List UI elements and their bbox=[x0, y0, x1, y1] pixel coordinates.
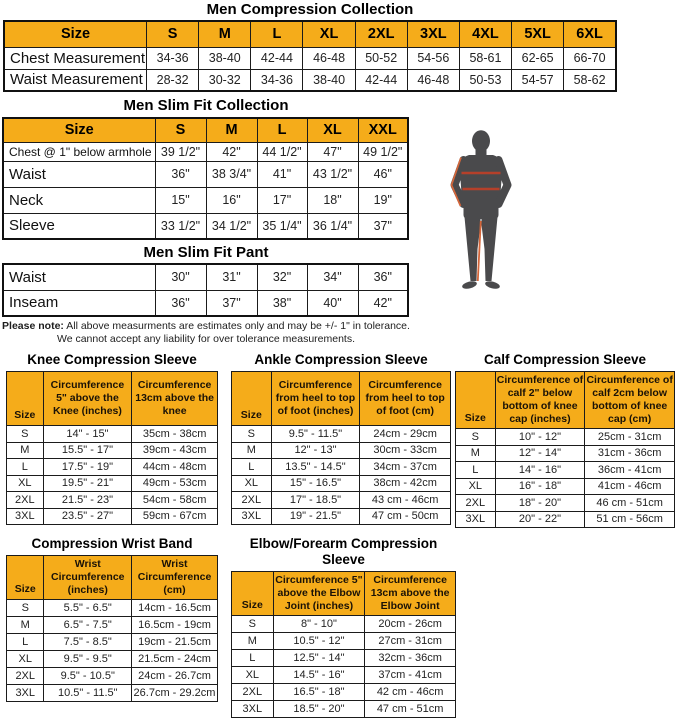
value-cell: 39 1/2" bbox=[155, 142, 206, 161]
value-cell: 10" - 12" bbox=[495, 429, 585, 446]
value-cell: 66-70 bbox=[564, 47, 616, 69]
value-cell: 37" bbox=[206, 290, 257, 316]
wrist-band-title: Compression Wrist Band bbox=[31, 536, 193, 551]
value-cell: 14" - 15" bbox=[43, 426, 132, 443]
value-cell: 24cm - 29cm bbox=[360, 426, 451, 443]
value-cell: 17" bbox=[257, 187, 307, 213]
value-cell: 14cm - 16.5cm bbox=[132, 600, 218, 617]
value-cell: 42-44 bbox=[251, 47, 303, 69]
value-cell: 37" bbox=[358, 213, 408, 239]
value-cell: 31cm - 36cm bbox=[585, 445, 675, 462]
male-silhouette-figure bbox=[446, 129, 516, 346]
value-cell: 19" bbox=[358, 187, 408, 213]
column-header: 5XL bbox=[512, 21, 564, 47]
size-cell: 3XL bbox=[456, 511, 496, 528]
size-cell: XL bbox=[7, 475, 44, 492]
value-cell: 62-65 bbox=[512, 47, 564, 69]
male-silhouette-svg bbox=[446, 129, 516, 307]
table-row bbox=[232, 475, 451, 492]
column-header: S bbox=[155, 118, 206, 142]
size-cell: L bbox=[7, 634, 44, 651]
row-label: Waist bbox=[3, 264, 155, 290]
table-row bbox=[456, 462, 675, 479]
value-cell: 34 1/2" bbox=[206, 213, 257, 239]
size-cell: XL bbox=[7, 651, 44, 668]
header-row bbox=[3, 118, 408, 142]
men-slim-fit-pant-title: Men Slim Fit Pant bbox=[143, 244, 269, 261]
value-cell: 46 cm - 51cm bbox=[585, 495, 675, 512]
value-cell: 19.5" - 21" bbox=[43, 475, 132, 492]
table-row bbox=[232, 701, 456, 718]
table-row bbox=[232, 616, 456, 633]
table-row bbox=[4, 69, 616, 91]
slim-fit-tables-column bbox=[2, 97, 410, 346]
column-header: Circumference 13cm above the knee bbox=[132, 372, 218, 426]
size-cell: M bbox=[456, 445, 496, 462]
size-column-header: Size bbox=[456, 372, 496, 429]
value-cell: 41cm - 46cm bbox=[585, 478, 675, 495]
value-cell: 19cm - 21.5cm bbox=[132, 634, 218, 651]
value-cell: 8" - 10" bbox=[273, 616, 365, 633]
table-row bbox=[232, 492, 451, 509]
value-cell: 10.5" - 12" bbox=[273, 633, 365, 650]
value-cell: 38-40 bbox=[303, 69, 355, 91]
table-row bbox=[7, 600, 218, 617]
elbow-sleeve-section bbox=[231, 536, 456, 718]
calf-sleeve-section bbox=[455, 352, 675, 528]
row-label: Neck bbox=[3, 187, 155, 213]
value-cell: 12" - 14" bbox=[495, 445, 585, 462]
value-cell: 36 1/4" bbox=[307, 213, 358, 239]
column-header: 6XL bbox=[564, 21, 616, 47]
value-cell: 25cm - 31cm bbox=[585, 429, 675, 446]
column-header: Wrist Circumference (cm) bbox=[132, 556, 218, 600]
value-cell: 36" bbox=[155, 161, 206, 187]
value-cell: 17" - 18.5" bbox=[271, 492, 360, 509]
value-cell: 35cm - 38cm bbox=[132, 426, 218, 443]
value-cell: 50-52 bbox=[355, 47, 407, 69]
men-slim-fit-collection-table bbox=[2, 117, 409, 240]
column-header: Circumference from heel to top of foot (inches) bbox=[271, 372, 360, 426]
table-row bbox=[232, 650, 456, 667]
men-compression-collection-table bbox=[3, 20, 617, 92]
row-label: Inseam bbox=[3, 290, 155, 316]
value-cell: 38" bbox=[257, 290, 307, 316]
size-column-header: Size bbox=[232, 372, 272, 426]
row-label: Chest @ 1" below armhole bbox=[3, 142, 155, 161]
table-row bbox=[3, 213, 408, 239]
ankle-sleeve-table bbox=[231, 371, 451, 525]
value-cell: 12" - 13" bbox=[271, 442, 360, 459]
size-column-header: Size bbox=[232, 572, 274, 616]
table-row bbox=[7, 668, 218, 685]
value-cell: 23.5" - 27" bbox=[43, 508, 132, 525]
value-cell: 37cm - 41cm bbox=[365, 667, 456, 684]
value-cell: 43 cm - 46cm bbox=[360, 492, 451, 509]
column-header: XL bbox=[303, 21, 355, 47]
size-cell: XL bbox=[232, 667, 274, 684]
header-row bbox=[232, 572, 456, 616]
size-cell: L bbox=[456, 462, 496, 479]
value-cell: 36" bbox=[358, 264, 408, 290]
value-cell: 49cm - 53cm bbox=[132, 475, 218, 492]
value-cell: 5.5" - 6.5" bbox=[44, 600, 132, 617]
column-header: XXL bbox=[358, 118, 408, 142]
value-cell: 47 cm - 50cm bbox=[360, 508, 451, 525]
value-cell: 10.5" - 11.5" bbox=[44, 685, 132, 702]
men-compression-collection-section bbox=[3, 1, 617, 92]
table-row bbox=[7, 651, 218, 668]
row-label: Chest Measurement bbox=[4, 47, 147, 69]
size-cell: 3XL bbox=[7, 508, 44, 525]
value-cell: 38cm - 42cm bbox=[360, 475, 451, 492]
value-cell: 13.5" - 14.5" bbox=[271, 459, 360, 476]
header-row bbox=[4, 21, 616, 47]
tolerance-note-text1: All above measurments are estimates only and may be +/- 1" in tolerance. bbox=[63, 320, 410, 332]
value-cell: 16" bbox=[206, 187, 257, 213]
silhouette-body bbox=[455, 130, 508, 290]
value-cell: 59cm - 67cm bbox=[132, 508, 218, 525]
size-cell: 2XL bbox=[232, 684, 274, 701]
size-cell: 2XL bbox=[7, 668, 44, 685]
tolerance-note-label: Please note: bbox=[2, 320, 64, 332]
value-cell: 30-32 bbox=[199, 69, 251, 91]
value-cell: 42 cm - 46cm bbox=[365, 684, 456, 701]
value-cell: 41" bbox=[257, 161, 307, 187]
table-row bbox=[7, 426, 218, 443]
value-cell: 21.5" - 23" bbox=[43, 492, 132, 509]
value-cell: 42" bbox=[206, 142, 257, 161]
elbow-sleeve-title: Elbow/Forearm Compression Sleeve bbox=[249, 536, 438, 567]
size-cell: M bbox=[7, 617, 44, 634]
column-header: 4XL bbox=[459, 21, 511, 47]
men-slim-fit-pant-table bbox=[2, 263, 409, 317]
table-row bbox=[3, 142, 408, 161]
table-row bbox=[232, 426, 451, 443]
header-row bbox=[7, 372, 218, 426]
value-cell: 44 1/2" bbox=[257, 142, 307, 161]
value-cell: 38-40 bbox=[199, 47, 251, 69]
table-row bbox=[232, 508, 451, 525]
value-cell: 17.5" - 19" bbox=[43, 459, 132, 476]
value-cell: 47" bbox=[307, 142, 358, 161]
table-row bbox=[3, 161, 408, 187]
size-cell: M bbox=[7, 442, 44, 459]
size-cell: M bbox=[232, 442, 272, 459]
size-cell: S bbox=[7, 600, 44, 617]
value-cell: 31" bbox=[206, 264, 257, 290]
size-cell: S bbox=[232, 426, 272, 443]
size-cell: S bbox=[7, 426, 44, 443]
row-label: Waist Measurement bbox=[4, 69, 147, 91]
table-row bbox=[7, 492, 218, 509]
table-row bbox=[7, 442, 218, 459]
value-cell: 14" - 16" bbox=[495, 462, 585, 479]
wrist-band-table bbox=[6, 555, 218, 702]
column-header: Circumference 5" above the Knee (inches) bbox=[43, 372, 132, 426]
column-header: Circumference 13cm above the Elbow Joint bbox=[365, 572, 456, 616]
value-cell: 12.5" - 14" bbox=[273, 650, 365, 667]
size-cell: L bbox=[232, 650, 274, 667]
value-cell: 18" - 20" bbox=[495, 495, 585, 512]
header-row bbox=[456, 372, 675, 429]
calf-sleeve-table bbox=[455, 371, 675, 528]
table-row bbox=[456, 478, 675, 495]
size-cell: 2XL bbox=[7, 492, 44, 509]
leg-sleeve-tables-row bbox=[0, 352, 679, 528]
tolerance-note bbox=[2, 320, 410, 346]
header-row bbox=[232, 372, 451, 426]
value-cell: 49 1/2" bbox=[358, 142, 408, 161]
size-column-header: Size bbox=[7, 372, 44, 426]
size-column-header: Size bbox=[7, 556, 44, 600]
column-header: 2XL bbox=[355, 21, 407, 47]
column-header: Circumference of calf 2cm below bottom of knee cap (cm) bbox=[585, 372, 675, 429]
row-label: Waist bbox=[3, 161, 155, 187]
tolerance-note-line2: We cannot accept any liability for over tolerance measurements. bbox=[56, 333, 356, 345]
value-cell: 16.5cm - 19cm bbox=[132, 617, 218, 634]
value-cell: 36cm - 41cm bbox=[585, 462, 675, 479]
size-cell: XL bbox=[232, 475, 272, 492]
value-cell: 27cm - 31cm bbox=[365, 633, 456, 650]
slim-fit-section bbox=[0, 97, 679, 346]
value-cell: 39cm - 43cm bbox=[132, 442, 218, 459]
column-header: M bbox=[199, 21, 251, 47]
size-cell: L bbox=[7, 459, 44, 476]
table-row bbox=[232, 667, 456, 684]
value-cell: 6.5" - 7.5" bbox=[44, 617, 132, 634]
value-cell: 46-48 bbox=[303, 47, 355, 69]
value-cell: 30" bbox=[155, 264, 206, 290]
table-row bbox=[3, 264, 408, 290]
column-header: L bbox=[257, 118, 307, 142]
column-header: Wrist Circumference (inches) bbox=[44, 556, 132, 600]
row-label: Sleeve bbox=[3, 213, 155, 239]
size-cell: 3XL bbox=[7, 685, 44, 702]
value-cell: 16.5" - 18" bbox=[273, 684, 365, 701]
value-cell: 15" - 16.5" bbox=[271, 475, 360, 492]
ankle-sleeve-section bbox=[231, 352, 451, 528]
value-cell: 50-53 bbox=[459, 69, 511, 91]
size-cell: S bbox=[232, 616, 274, 633]
table-row bbox=[7, 617, 218, 634]
value-cell: 7.5" - 8.5" bbox=[44, 634, 132, 651]
column-header: L bbox=[251, 21, 303, 47]
value-cell: 47 cm - 51cm bbox=[365, 701, 456, 718]
size-cell: XL bbox=[456, 478, 496, 495]
wrist-band-section bbox=[6, 536, 218, 718]
value-cell: 18" bbox=[307, 187, 358, 213]
table-row bbox=[7, 685, 218, 702]
size-column-header: Size bbox=[3, 118, 155, 142]
size-cell: 3XL bbox=[232, 701, 274, 718]
table-row bbox=[3, 187, 408, 213]
table-row bbox=[7, 634, 218, 651]
tolerance-note-line1 bbox=[2, 320, 410, 333]
size-cell: L bbox=[232, 459, 272, 476]
size-cell: M bbox=[232, 633, 274, 650]
column-header: XL bbox=[307, 118, 358, 142]
elbow-sleeve-table bbox=[231, 571, 456, 718]
value-cell: 9.5" - 11.5" bbox=[271, 426, 360, 443]
column-header: 3XL bbox=[407, 21, 459, 47]
size-cell: S bbox=[456, 429, 496, 446]
size-cell: 3XL bbox=[232, 508, 272, 525]
value-cell: 43 1/2" bbox=[307, 161, 358, 187]
value-cell: 24cm - 26.7cm bbox=[132, 668, 218, 685]
value-cell: 34" bbox=[307, 264, 358, 290]
knee-sleeve-table bbox=[6, 371, 218, 525]
value-cell: 26.7cm - 29.2cm bbox=[132, 685, 218, 702]
value-cell: 54cm - 58cm bbox=[132, 492, 218, 509]
table-row bbox=[456, 429, 675, 446]
value-cell: 32cm - 36cm bbox=[365, 650, 456, 667]
value-cell: 34-36 bbox=[251, 69, 303, 91]
value-cell: 58-61 bbox=[459, 47, 511, 69]
value-cell: 54-57 bbox=[512, 69, 564, 91]
table-row bbox=[4, 47, 616, 69]
value-cell: 14.5" - 16" bbox=[273, 667, 365, 684]
column-header: Circumference of calf 2" below bottom of knee cap (inches) bbox=[495, 372, 585, 429]
value-cell: 21.5cm - 24cm bbox=[132, 651, 218, 668]
value-cell: 51 cm - 56cm bbox=[585, 511, 675, 528]
value-cell: 44cm - 48cm bbox=[132, 459, 218, 476]
size-chart-page bbox=[0, 1, 679, 715]
size-cell: 2XL bbox=[232, 492, 272, 509]
value-cell: 34-36 bbox=[147, 47, 199, 69]
column-header: S bbox=[147, 21, 199, 47]
value-cell: 36" bbox=[155, 290, 206, 316]
column-header: M bbox=[206, 118, 257, 142]
value-cell: 46-48 bbox=[407, 69, 459, 91]
value-cell: 18.5" - 20" bbox=[273, 701, 365, 718]
table-row bbox=[232, 633, 456, 650]
table-row bbox=[456, 511, 675, 528]
value-cell: 16" - 18" bbox=[495, 478, 585, 495]
value-cell: 34cm - 37cm bbox=[360, 459, 451, 476]
table-row bbox=[232, 442, 451, 459]
value-cell: 9.5" - 9.5" bbox=[44, 651, 132, 668]
knee-sleeve-title: Knee Compression Sleeve bbox=[27, 352, 197, 367]
column-header: Circumference 5" above the Elbow Joint (inches) bbox=[273, 572, 365, 616]
table-row bbox=[456, 445, 675, 462]
size-column-header: Size bbox=[4, 21, 147, 47]
header-row bbox=[7, 556, 218, 600]
knee-sleeve-section bbox=[6, 352, 218, 528]
value-cell: 9.5" - 10.5" bbox=[44, 668, 132, 685]
table-row bbox=[7, 459, 218, 476]
value-cell: 15" bbox=[155, 187, 206, 213]
value-cell: 15.5" - 17" bbox=[43, 442, 132, 459]
table-row bbox=[232, 459, 451, 476]
value-cell: 32" bbox=[257, 264, 307, 290]
value-cell: 42" bbox=[358, 290, 408, 316]
table-row bbox=[7, 475, 218, 492]
value-cell: 19" - 21.5" bbox=[271, 508, 360, 525]
arm-band-tables-row bbox=[0, 536, 679, 718]
value-cell: 38 3/4" bbox=[206, 161, 257, 187]
value-cell: 54-56 bbox=[407, 47, 459, 69]
value-cell: 30cm - 33cm bbox=[360, 442, 451, 459]
calf-sleeve-title: Calf Compression Sleeve bbox=[483, 352, 647, 367]
value-cell: 28-32 bbox=[147, 69, 199, 91]
value-cell: 33 1/2" bbox=[155, 213, 206, 239]
table-row bbox=[456, 495, 675, 512]
value-cell: 20" - 22" bbox=[495, 511, 585, 528]
column-header: Circumference from heel to top of foot (cm) bbox=[360, 372, 451, 426]
table-row bbox=[7, 508, 218, 525]
ankle-sleeve-title: Ankle Compression Sleeve bbox=[254, 352, 428, 367]
value-cell: 20cm - 26cm bbox=[365, 616, 456, 633]
men-slim-fit-collection-title: Men Slim Fit Collection bbox=[123, 97, 289, 114]
value-cell: 42-44 bbox=[355, 69, 407, 91]
size-cell: 2XL bbox=[456, 495, 496, 512]
value-cell: 46" bbox=[358, 161, 408, 187]
value-cell: 40" bbox=[307, 290, 358, 316]
men-compression-collection-title: Men Compression Collection bbox=[206, 1, 414, 18]
value-cell: 35 1/4" bbox=[257, 213, 307, 239]
table-row bbox=[3, 290, 408, 316]
value-cell: 58-62 bbox=[564, 69, 616, 91]
